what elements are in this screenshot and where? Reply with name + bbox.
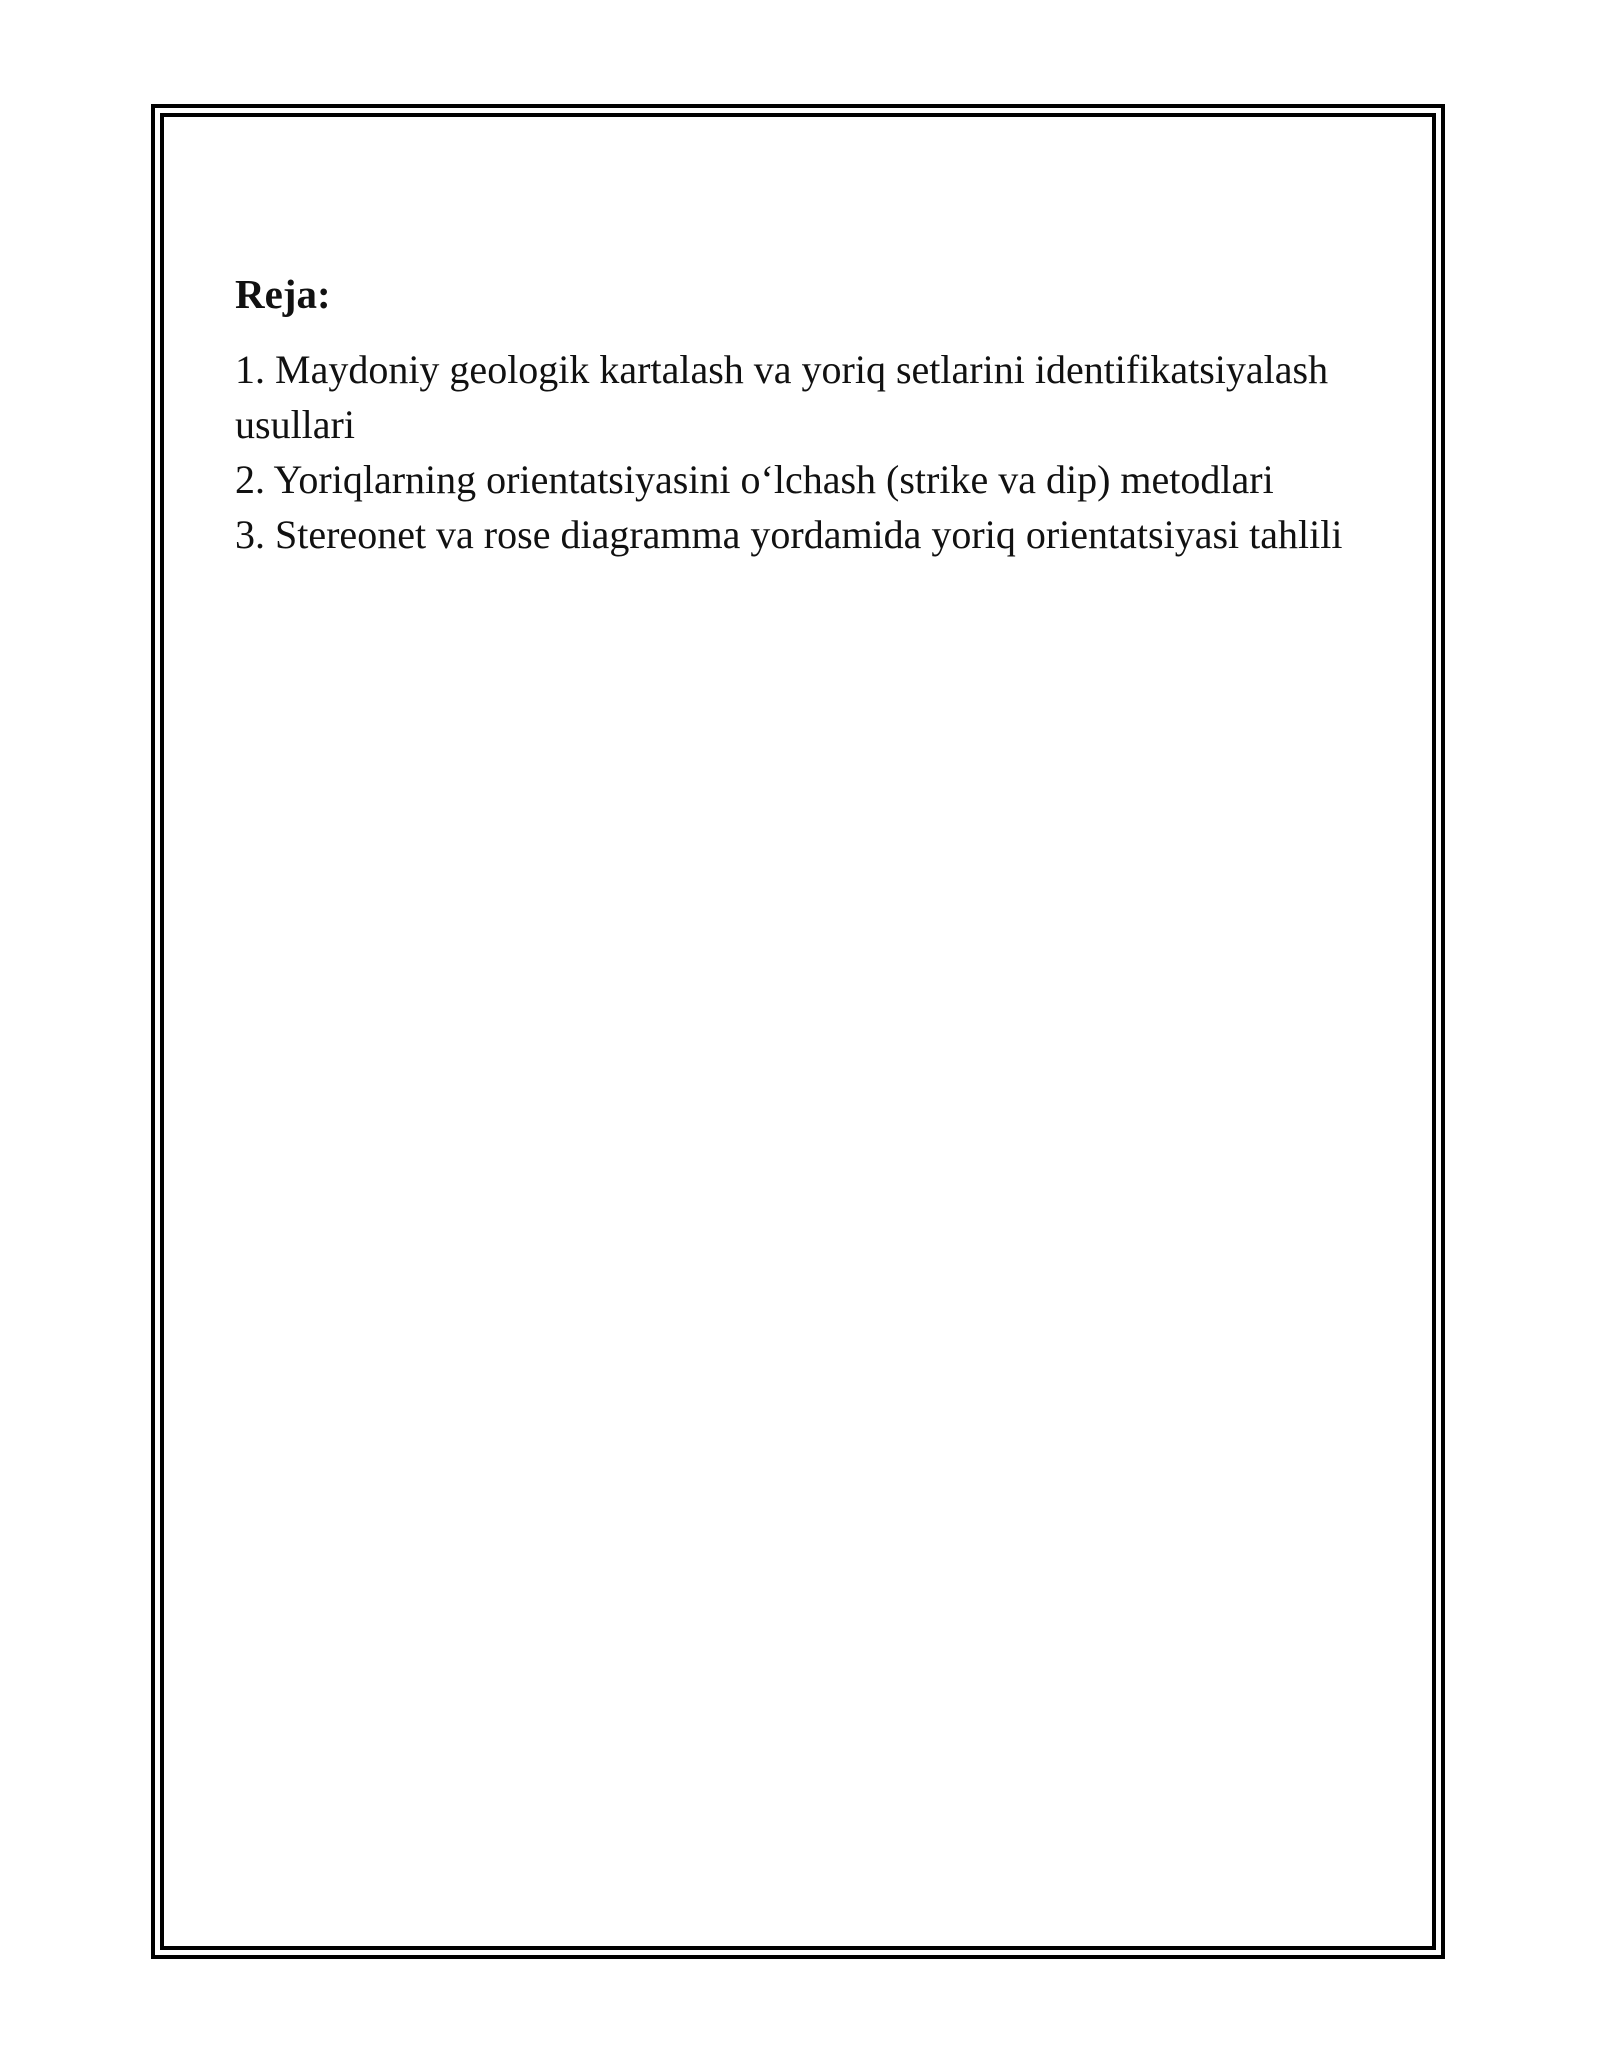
plan-item-3: [235, 507, 1355, 562]
plan-heading: Reja:: [235, 271, 331, 317]
plan-item-number: 3.: [235, 512, 265, 557]
plan-item-number: 1.: [235, 347, 265, 392]
plan-item-number: 2.: [235, 457, 265, 502]
page-content: [235, 266, 1355, 562]
plan-item-1: [235, 342, 1355, 452]
plan-item-2: [235, 452, 1355, 507]
plan-list: [235, 342, 1355, 562]
plan-item-text: Yoriqlarning orientatsiyasini o‘lchash (strike va dip) metodlari: [273, 457, 1274, 502]
plan-item-text: Stereonet va rose diagramma yordamida yoriq orientatsiyasi tahlili: [275, 512, 1343, 557]
plan-item-text: Maydoniy geologik kartalash va yoriq setlarini identifikatsiyalash usullari: [235, 347, 1329, 447]
